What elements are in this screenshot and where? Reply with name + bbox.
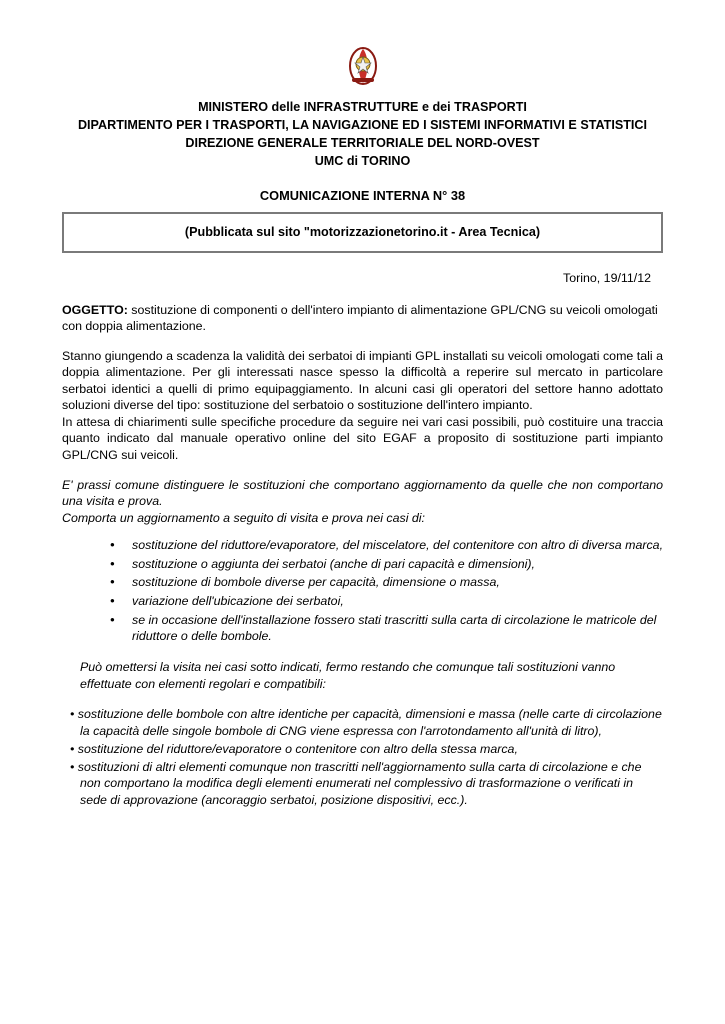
list-item: • se in occasione dell'installazione fossero stati trascritti sulla carta di circolazione le matricole del riduttore o delle bombole. bbox=[110, 612, 663, 645]
list-item: • sostituzione o aggiunta dei serbatoi (anche di pari capacità e dimensioni), bbox=[110, 556, 663, 573]
list-item: • sostituzione delle bombole con altre identiche per capacità, dimensioni e massa (nelle carte di circolazione la capacità delle singole bombole di CNG viene espressa con l'arrotondamento all'unità di litro), bbox=[70, 707, 662, 739]
publication-box bbox=[62, 212, 663, 253]
header-line-4: UMC di TORINO bbox=[314, 153, 411, 168]
paragraph-2: In attesa di chiarimenti sulle specifiche procedure da seguire nei vari casi possibili, può costituire una traccia quanto indicato dal manuale operativo online del sito EGAF a proposito di sostituzione parti impianto GPL/CNG sui veicoli. bbox=[62, 414, 663, 462]
subject-label: OGGETTO: bbox=[62, 302, 128, 317]
header-line-2: DIPARTIMENTO PER I TRASPORTI, LA NAVIGAZIONE ED I SISTEMI INFORMATIVI E STATISTICI bbox=[77, 117, 648, 132]
publication-box-text: (Pubblicata sul sito "motorizzazionetorino.it - Area Tecnica) bbox=[184, 224, 541, 239]
list-item: • variazione dell'ubicazione dei serbatoi, bbox=[110, 593, 663, 610]
header-line-3: DIREZIONE GENERALE TERRITORIALE DEL NORD-OVEST bbox=[185, 135, 540, 150]
list-item: • sostituzione del riduttore/evaporatore o contenitore con altro della stessa marca, bbox=[70, 741, 518, 756]
subject-text: sostituzione di componenti o dell'intero impianto di alimentazione GPL/CNG su veicoli omologati con doppia alimentazione. bbox=[62, 302, 658, 334]
ministry-header bbox=[62, 99, 663, 171]
dash-item-text: sostituzione del riduttore/evaporatore o contenitore con altro della stessa marca, bbox=[77, 741, 518, 756]
communication-number: COMUNICAZIONE INTERNA N° 38 bbox=[259, 187, 466, 203]
header-line-1: MINISTERO delle INFRASTRUTTURE e dei TRASPORTI bbox=[198, 100, 527, 114]
subject-block bbox=[62, 302, 663, 335]
emblem-container bbox=[62, 44, 663, 93]
list-item: • sostituzione di bombole diverse per capacità, dimensione o massa, bbox=[110, 574, 663, 591]
dash-list bbox=[62, 706, 663, 808]
dash-item-text: sostituzioni di altri elementi comunque non trascritti nell'aggiornamento sulla carta di circolazione e che non comportano la modifica degli elementi enumerati nel complessivo di trasformazione o verificati in sede di approvazione (ancoraggio serbatoi, posizione dispositivi, ecc.). bbox=[77, 759, 642, 807]
italic-intro-2: Comporta un aggiornamento a seguito di visita e prova nei casi di: bbox=[62, 510, 425, 525]
note-paragraph: Può omettersi la visita nei casi sotto indicati, fermo restando che comunque tali sostituzioni vanno effettuate con elementi regolari e compatibili: bbox=[80, 659, 616, 691]
paragraph-1: Stanno giungendo a scadenza la validità dei serbatoi di impianti GPL installati su veicoli omologati come tali a doppia alimentazione. Per gli interessati nasce spesso la difficoltà a reperire sul mercato in particolare serbatoi identici a quelli di primo equipaggiamento. In alcuni casi gli operatori del settore hanno adottato soluzioni diverse del tipo: sostituzione del serbatoio o sostituzione dell'intero impianto. bbox=[62, 348, 663, 413]
bullet-list bbox=[62, 537, 663, 645]
date-line: Torino, 19/11/12 bbox=[563, 270, 651, 285]
list-item: • sostituzioni di altri elementi comunque non trascritti nell'aggiornamento sulla carta di circolazione e che non comportano la modifica degli elementi enumerati nel complessivo di trasformazione o verificati in sede di approvazione (ancoraggio serbatoi, posizione dispositivi, ecc.). bbox=[70, 759, 642, 807]
italic-intro-1: E' prassi comune distinguere le sostituzioni che comportano aggiornamento da quelle che non comportano una visita e prova. bbox=[62, 477, 663, 509]
italian-republic-emblem-icon bbox=[346, 44, 380, 88]
list-item: • sostituzione del riduttore/evaporatore, del miscelatore, del contenitore con altro di diversa marca, bbox=[110, 537, 663, 554]
dash-item-text: sostituzione delle bombole con altre identiche per capacità, dimensioni e massa (nelle carte di circolazione la capacità delle singole bombole di CNG viene espressa con l'arrotondamento all'unità di litro), bbox=[77, 707, 662, 739]
